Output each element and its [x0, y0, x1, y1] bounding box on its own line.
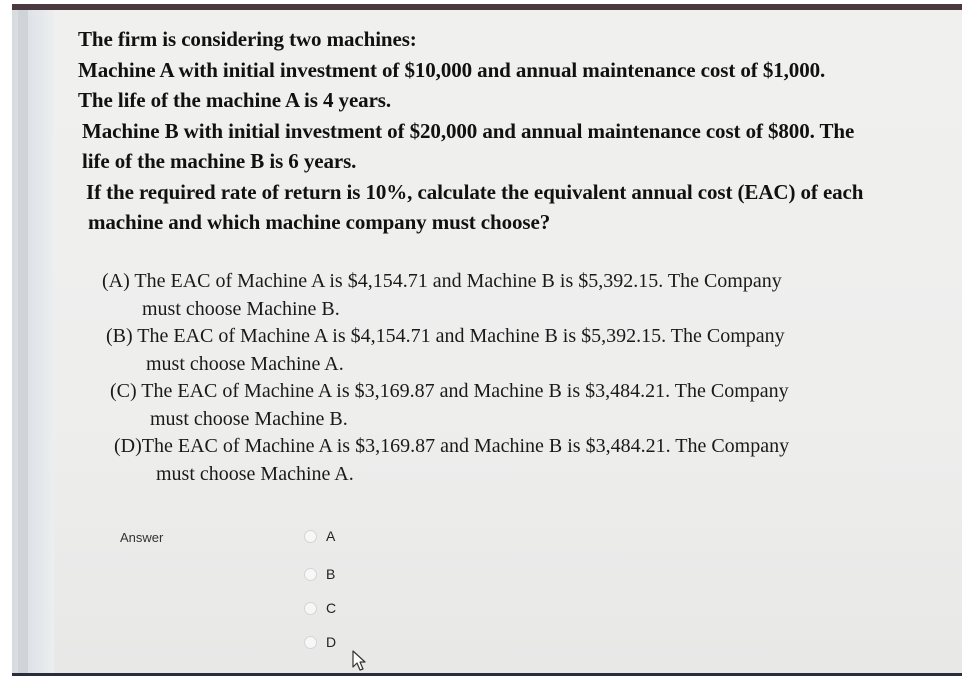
- answer-options: [102, 268, 922, 488]
- question-line: life of the machine B is 6 years.: [82, 149, 357, 173]
- option-b-line1: (B) The EAC of Machine A is $4,154.71 and Machine B is $5,392.15. The Company: [106, 325, 785, 347]
- option-d: [102, 433, 922, 488]
- option-b-line2: must choose Machine A.: [146, 352, 344, 375]
- option-b: [102, 323, 922, 378]
- option-c-line1: (C) The EAC of Machine A is $3,169.87 and Machine B is $3,484.21. The Company: [110, 380, 789, 402]
- answer-choice-b[interactable]: [304, 566, 364, 586]
- choice-d-label[interactable]: D: [326, 634, 337, 650]
- left-rail: [12, 10, 54, 673]
- answer-choice-a[interactable]: [304, 528, 364, 548]
- question-line: The firm is considering two machines:: [78, 27, 417, 51]
- answer-label: Answer: [120, 530, 164, 545]
- screen-frame: [12, 4, 962, 676]
- option-d-line2: must choose Machine A.: [156, 462, 354, 485]
- option-d-line1: (D)The EAC of Machine A is $3,169.87 and Machine B is $3,484.21. The Company: [114, 435, 790, 457]
- question-line: Machine B with initial investment of $20,000 and annual maintenance cost of $800. The: [82, 118, 855, 143]
- radio-d[interactable]: [304, 636, 317, 649]
- choice-c-label[interactable]: C: [326, 600, 337, 616]
- question-text: [78, 24, 958, 238]
- question-line: The life of the machine A is 4 years.: [78, 88, 392, 112]
- radio-a[interactable]: [304, 530, 317, 543]
- option-a: [102, 268, 922, 323]
- option-c-line2: must choose Machine B.: [150, 407, 348, 430]
- question-line: Machine A with initial investment of $10,000 and annual maintenance cost of $1,000.: [78, 57, 826, 82]
- option-a-line1: (A) The EAC of Machine A is $4,154.71 and Machine B is $5,392.15. The Company: [102, 270, 782, 292]
- choice-b-label[interactable]: B: [326, 566, 336, 582]
- question-line: machine and which machine company must choose?: [88, 210, 551, 234]
- radio-c[interactable]: [304, 602, 317, 615]
- radio-b[interactable]: [304, 568, 317, 581]
- option-c: [102, 378, 922, 433]
- option-a-line2: must choose Machine B.: [142, 297, 340, 320]
- choice-a-label[interactable]: A: [326, 528, 336, 544]
- mouse-pointer-icon: [352, 650, 368, 672]
- answer-choice-c[interactable]: [304, 600, 364, 620]
- question-line: If the required rate of return is 10%, calculate the equivalent annual cost (EAC) of each: [86, 179, 864, 204]
